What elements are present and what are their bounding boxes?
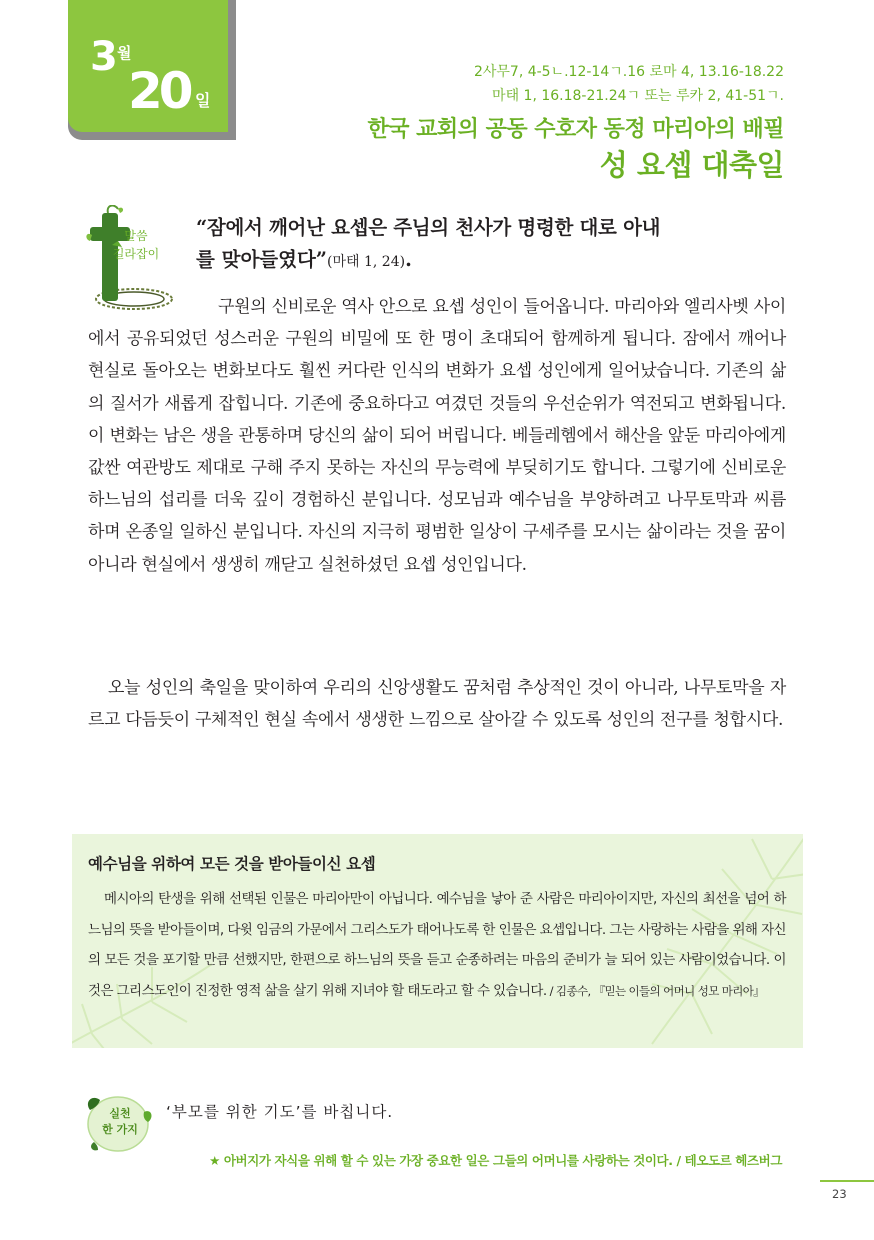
page-number-rule	[820, 1180, 874, 1182]
day-unit: 일	[195, 91, 211, 110]
feast-subtitle: 한국 교회의 공동 수호자 동정 마리아의 배필	[367, 117, 784, 142]
box-source: / 김종수, 『믿는 이들의 어머니 성모 마리아』	[546, 983, 765, 998]
body-paragraph-1: 구원의 신비로운 역사 안으로 요셉 성인이 들어옵니다. 마리아와 엘리사벳 사이에서 공유되었던 성스러운 구원의 비밀에 또 한 명이 초대되어 함께하게 됩니다. 잠에서 깨어나 현실로 돌아오는 변화보다도 훨씬 커다란 인식의 변화가 요셉 성인에게 일어났습니다. 기존의 삶의 질서가 새롭게 잡힙니다. 기존에 중요하다고 여겼던 것들의 우선순위가 역전되고 변화됩니다. 이 변화는 남은 생을 관통하며 당신의 삶이 되어 버립니다. 베들레헴에서 해산을 앞둔 마리아에게 값싼 여관방도 제대로 구해 주지 못하는 자신의 무능력에 부딪히기도 합니다. 그렇기에 신비로운 하느님의 섭리를 더욱 깊이 경험하신 분입니다. 성모님과 예수님을 부양하려고 나무토막과 씨름하며 온종일 일하신 분입니다. 자신의 지극히 평범한 일상이 구세주를 모시는 삶이라는 것을 꿈이 아니라 현실에서 생생히 깨닫고 실천하셨던 요셉 성인입니다.	[88, 297, 786, 575]
feast-title: 성 요셉 대축일	[599, 148, 784, 182]
word-guide-line-2: 길라잡이	[112, 247, 160, 261]
footer-quote: ★ 아버지가 자식을 위해 할 수 있는 가장 중요한 일은 그들의 어머니를 사랑하는 것이다. / 테오도르 헤즈버그	[209, 1153, 782, 1168]
box-body: 메시아의 탄생을 위해 선택된 인물은 마리아만이 아닙니다. 예수님을 낳아 준 사람은 마리아이지만, 자신의 최선을 넘어 하느님의 뜻을 받아들이며, 다윗 임금의 가문에서 그리스도가 태어나도록 한 인물은 요셉입니다. 그는 사랑하는 사람을 위해 자신의 모든 것을 포기할 만큼 선했지만, 한편으로 하느님의 뜻을 듣고 순종하려는 마음의 준비가 늘 되어 있는 사람이었습니다. 이것은 그리스도인이 진정한 영적 삶을 살기 위해 지녀야 할 태도라고 할 수 있습니다.	[88, 891, 786, 999]
quote-period: .	[405, 248, 412, 271]
readings-line-2: 마태 1, 16.18-21.24ㄱ 또는 루카 2, 41-51ㄱ.	[492, 88, 784, 104]
practice-label-line-1: 실천	[109, 1107, 131, 1120]
practice-badge-label	[92, 1106, 148, 1138]
day-number: 20	[128, 62, 190, 120]
word-guide-line-1: 말씀	[124, 229, 148, 243]
practice-label-line-2: 한 가지	[102, 1123, 138, 1136]
box-title: 예수님을 위하여 모든 것을 받아들이신 요셉	[88, 855, 376, 873]
readings-line-1: 2사무7, 4-5ㄴ.12-14ㄱ.16 로마 4, 13.16-18.22	[473, 64, 784, 80]
practice-text: ‘부모를 위한 기도’를 바칩니다.	[166, 1103, 394, 1121]
scripture-readings	[474, 60, 784, 108]
month-unit: 월	[117, 44, 132, 62]
word-guide-badge	[104, 227, 168, 263]
body-paragraph-2: 오늘 성인의 축일을 맞이하여 우리의 신앙생활도 꿈처럼 추상적인 것이 아니라, 나무토막을 자르고 다듬듯이 구체적인 현실 속에서 생생한 느낌으로 살아갈 수 있도록 성인의 전구를 청합시다.	[88, 678, 786, 731]
gospel-quote-line-2	[196, 244, 412, 278]
page-number: 23	[832, 1187, 847, 1201]
quote-reference: (마태 1, 24)	[327, 254, 406, 270]
box-text	[88, 884, 786, 1006]
month-number: 3	[90, 34, 116, 80]
quote-text-end: 를 맞아들였다”	[196, 248, 328, 271]
gospel-quote-line-1: “잠에서 깨어난 요셉은 주님의 천사가 명령한 대로 아내	[196, 216, 661, 239]
